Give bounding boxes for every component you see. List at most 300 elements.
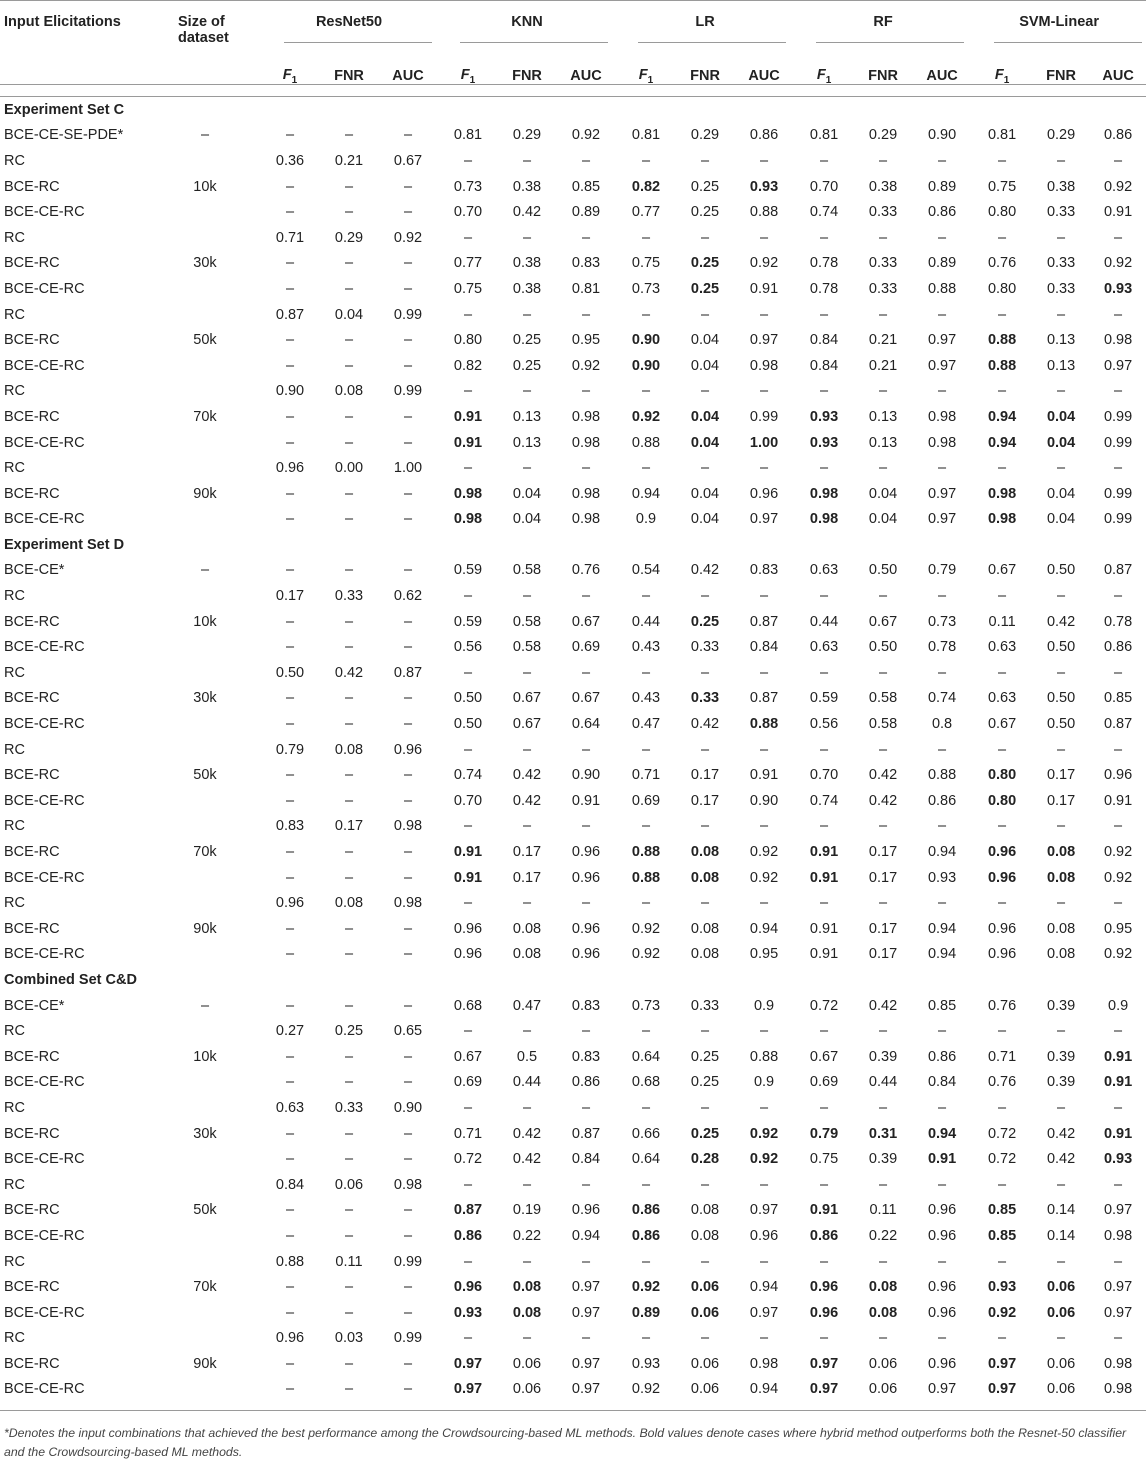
metric-cell: 0.67 <box>512 690 542 707</box>
metric-cell: 0.33 <box>1046 280 1076 297</box>
group-underline <box>638 42 786 43</box>
dataset-size <box>150 455 260 481</box>
dataset-size <box>150 430 260 456</box>
row-label: BCE-CE-RC <box>4 1381 85 1398</box>
metric-cell: 0.17 <box>334 818 364 835</box>
metric-header: FNR <box>690 68 720 84</box>
metric-cell: 0.88 <box>631 869 661 886</box>
metric-cell: 0.67 <box>987 562 1017 579</box>
metric-cell: – <box>285 920 295 937</box>
metric-cell: 0.94 <box>987 434 1017 451</box>
metric-cell: – <box>998 1176 1007 1193</box>
metric-header: $F_1$ <box>460 66 476 86</box>
metric-cell: 0.63 <box>809 562 839 579</box>
table-row <box>0 814 1146 840</box>
metric-cell: – <box>344 408 354 425</box>
metric-cell: – <box>285 1304 295 1321</box>
dataset-size <box>150 1070 260 1096</box>
metric-cell: – <box>581 152 591 169</box>
metric-cell: – <box>820 818 829 835</box>
metric-cell: 0.74 <box>453 767 483 784</box>
metric-cell: 0.08 <box>1046 844 1076 861</box>
metric-cell: 0.87 <box>1103 562 1133 579</box>
metric-cell: – <box>641 741 651 758</box>
dataset-size: – <box>200 562 210 579</box>
metric-cell: 0.96 <box>927 1202 957 1219</box>
metric-cell: – <box>820 383 829 400</box>
metric-cell: – <box>285 844 295 861</box>
metric-cell: – <box>879 1330 888 1347</box>
metric-cell: 0.39 <box>868 1151 898 1168</box>
metric-cell: – <box>344 1151 354 1168</box>
metric-cell: 0.81 <box>571 280 601 297</box>
metric-cell: – <box>1057 460 1066 477</box>
row-label: BCE-CE-RC <box>4 1227 85 1244</box>
metric-cell: 0.17 <box>275 588 305 605</box>
metric-cell: 0.17 <box>1046 792 1076 809</box>
metric-cell: 0.42 <box>1046 613 1076 630</box>
row-label: BCE-CE* <box>4 562 65 579</box>
metric-cell: 0.58 <box>868 690 898 707</box>
metric-cell: 0.67 <box>987 716 1017 733</box>
row-label: BCE-CE-RC <box>4 869 85 886</box>
metric-cell: 0.43 <box>631 690 661 707</box>
metric-cell: 0.67 <box>809 1048 839 1065</box>
metric-cell: 0.63 <box>987 690 1017 707</box>
metric-cell: 0.08 <box>690 1227 720 1244</box>
metric-cell: 0.44 <box>631 613 661 630</box>
metric-cell: 0.96 <box>571 869 601 886</box>
dataset-size: 30k <box>193 1125 217 1142</box>
metric-cell: – <box>879 306 888 323</box>
metric-cell: – <box>285 1227 295 1244</box>
metric-cell: – <box>998 818 1007 835</box>
row-label: RC <box>4 152 25 169</box>
metric-cell: – <box>403 1151 413 1168</box>
metric-cell: 0.06 <box>868 1381 898 1398</box>
metric-cell: – <box>344 280 354 297</box>
row-label: BCE-CE-RC <box>4 946 85 963</box>
metric-cell: – <box>998 741 1007 758</box>
metric-cell: – <box>700 1253 710 1270</box>
metric-cell: – <box>700 741 710 758</box>
metric-cell: – <box>759 306 769 323</box>
table-row <box>0 916 1146 942</box>
metric-cell: 0.99 <box>1103 434 1133 451</box>
row-label: BCE-CE-RC <box>4 1304 85 1321</box>
metric-cell: – <box>998 895 1007 912</box>
dataset-size <box>150 1095 260 1121</box>
metric-cell: 0.17 <box>690 767 720 784</box>
table-row <box>0 379 1146 405</box>
metric-cell: 0.91 <box>1103 1125 1133 1142</box>
metric-cell: 0.74 <box>809 792 839 809</box>
metric-cell: 0.83 <box>749 562 779 579</box>
metric-cell: 0.80 <box>987 204 1017 221</box>
metric-cell: 0.58 <box>512 639 542 656</box>
metric-cell: – <box>403 920 413 937</box>
metric-cell: 0.88 <box>631 434 661 451</box>
metric-cell: 0.92 <box>1103 946 1133 963</box>
metric-cell: 0.21 <box>334 152 364 169</box>
metric-cell: 0.69 <box>453 1074 483 1091</box>
metric-cell: – <box>285 485 295 502</box>
metric-cell: – <box>403 1381 413 1398</box>
metric-header: AUC <box>748 68 780 84</box>
metric-cell: – <box>1057 588 1066 605</box>
metric-cell: 0.78 <box>809 255 839 272</box>
metric-cell: – <box>641 818 651 835</box>
metric-cell: 0.88 <box>987 332 1017 349</box>
metric-cell: 0.96 <box>927 1304 957 1321</box>
row-label: BCE-CE-RC <box>4 434 85 451</box>
metric-cell: 0.11 <box>869 1202 897 1219</box>
metric-cell: 0.97 <box>987 1381 1017 1398</box>
metric-cell: – <box>463 1330 473 1347</box>
metric-cell: 0.67 <box>512 716 542 733</box>
dataset-size: 70k <box>193 844 217 861</box>
metric-cell: – <box>879 1023 888 1040</box>
metric-cell: – <box>1114 895 1123 912</box>
metric-cell: – <box>344 767 354 784</box>
table-row <box>0 865 1146 891</box>
metric-cell: 0.83 <box>571 997 601 1014</box>
dataset-size: 10k <box>193 178 217 195</box>
metric-cell: 0.91 <box>809 946 839 963</box>
dataset-size: – <box>200 127 210 144</box>
metric-cell: – <box>403 869 413 886</box>
table-row <box>0 174 1146 200</box>
row-label: BCE-RC <box>4 767 60 784</box>
metric-cell: 0.89 <box>927 255 957 272</box>
metric-cell: 0.87 <box>749 690 779 707</box>
metric-cell: – <box>285 767 295 784</box>
metric-cell: 0.96 <box>571 946 601 963</box>
metric-cell: – <box>938 1099 947 1116</box>
metric-cell: 0.43 <box>631 639 661 656</box>
metric-cell: – <box>403 357 413 374</box>
metric-cell: 0.08 <box>512 946 542 963</box>
metric-cell: – <box>1114 1330 1123 1347</box>
table-row <box>0 455 1146 481</box>
metric-cell: 0.08 <box>1046 869 1076 886</box>
metric-cell: 0.93 <box>809 434 839 451</box>
metric-cell: 0.17 <box>868 920 898 937</box>
table-row <box>0 686 1146 712</box>
dataset-size <box>150 276 260 302</box>
row-label: RC <box>4 383 25 400</box>
metric-cell: 0.08 <box>690 869 720 886</box>
dataset-size <box>150 199 260 225</box>
metric-cell: 0.88 <box>749 716 779 733</box>
table-row <box>0 251 1146 277</box>
metric-cell: 0.04 <box>1046 511 1076 528</box>
metric-cell: – <box>285 639 295 656</box>
metric-cell: 0.98 <box>1103 332 1133 349</box>
metric-cell: 0.92 <box>631 920 661 937</box>
dataset-size: 10k <box>193 613 217 630</box>
metric-cell: 0.25 <box>690 204 720 221</box>
metric-cell: 0.39 <box>1046 1074 1076 1091</box>
metric-cell: 0.95 <box>571 332 601 349</box>
metric-cell: – <box>344 1048 354 1065</box>
metric-cell: 0.08 <box>690 946 720 963</box>
metric-cell: 0.08 <box>690 920 720 937</box>
metric-cell: – <box>879 741 888 758</box>
metric-cell: 0.44 <box>512 1074 542 1091</box>
metric-cell: – <box>463 1023 473 1040</box>
metric-cell: – <box>759 460 769 477</box>
metric-cell: – <box>463 1176 473 1193</box>
metric-cell: 0.98 <box>749 357 779 374</box>
metric-cell: 0.67 <box>571 613 601 630</box>
metric-cell: – <box>344 869 354 886</box>
metric-cell: – <box>820 741 829 758</box>
dataset-size: 50k <box>193 767 217 784</box>
row-label: BCE-CE-RC <box>4 280 85 297</box>
metric-cell: 0.71 <box>631 767 661 784</box>
metric-cell: 0.29 <box>1046 127 1076 144</box>
metric-cell: 0.94 <box>749 920 779 937</box>
metric-cell: – <box>820 1253 829 1270</box>
metric-cell: 1.00 <box>393 460 423 477</box>
metric-cell: – <box>938 588 947 605</box>
metric-cell: – <box>1057 1330 1066 1347</box>
metric-cell: – <box>820 152 829 169</box>
metric-cell: 0.98 <box>571 485 601 502</box>
metric-cell: 0.70 <box>453 204 483 221</box>
metric-cell: 0.97 <box>927 485 957 502</box>
metric-cell: 0.91 <box>453 434 483 451</box>
svm-linear-header: SVM-Linear <box>1019 14 1099 30</box>
metric-cell: – <box>285 280 295 297</box>
metric-cell: – <box>522 664 532 681</box>
metric-cell: – <box>581 1023 591 1040</box>
metric-cell: – <box>879 1099 888 1116</box>
metric-cell: 0.88 <box>749 1048 779 1065</box>
metric-cell: 0.39 <box>1046 997 1076 1014</box>
metric-cell: 0.42 <box>334 664 364 681</box>
metric-cell: 0.04 <box>1046 434 1076 451</box>
metric-cell: – <box>344 716 354 733</box>
metric-cell: 0.04 <box>690 332 720 349</box>
metric-cell: – <box>344 690 354 707</box>
dataset-size <box>150 737 260 763</box>
metric-cell: 0.86 <box>809 1227 839 1244</box>
dataset-size: 50k <box>193 1202 217 1219</box>
metric-cell: – <box>344 1279 354 1296</box>
metric-cell: – <box>820 664 829 681</box>
metric-cell: 0.06 <box>512 1381 542 1398</box>
metric-cell: 0.81 <box>453 127 483 144</box>
metric-cell: – <box>759 1253 769 1270</box>
metric-cell: – <box>403 1048 413 1065</box>
metric-cell: – <box>759 1330 769 1347</box>
dataset-size <box>150 1249 260 1275</box>
metric-cell: 0.83 <box>571 1048 601 1065</box>
metric-cell: – <box>344 485 354 502</box>
dataset-size <box>150 302 260 328</box>
metric-cell: 0.25 <box>512 357 542 374</box>
metric-cell: 0.73 <box>927 613 957 630</box>
metric-cell: 0.86 <box>927 204 957 221</box>
dataset-size <box>150 634 260 660</box>
metric-cell: – <box>1057 895 1066 912</box>
dataset-size <box>150 711 260 737</box>
metric-cell: 0.91 <box>571 792 601 809</box>
metric-cell: – <box>700 460 710 477</box>
metric-cell: 0.93 <box>749 178 779 195</box>
table-row <box>0 1326 1146 1352</box>
metric-cell: 0.21 <box>868 357 898 374</box>
metric-cell: – <box>285 127 295 144</box>
metric-cell: – <box>938 460 947 477</box>
metric-cell: 0.85 <box>987 1202 1017 1219</box>
metric-cell: – <box>344 920 354 937</box>
metric-cell: – <box>285 716 295 733</box>
metric-cell: 0.96 <box>453 946 483 963</box>
metric-cell: 0.58 <box>512 562 542 579</box>
metric-cell: 0.42 <box>868 767 898 784</box>
metric-cell: – <box>700 1176 710 1193</box>
metric-cell: 0.98 <box>1103 1355 1133 1372</box>
section-title: Experiment Set C <box>4 101 125 118</box>
metric-cell: 0.98 <box>571 511 601 528</box>
metric-cell: – <box>879 588 888 605</box>
metric-cell: 0.96 <box>987 920 1017 937</box>
metric-cell: – <box>344 357 354 374</box>
group-underline <box>816 42 964 43</box>
row-label: BCE-CE-RC <box>4 357 85 374</box>
metric-cell: 0.84 <box>809 357 839 374</box>
metric-cell: – <box>820 588 829 605</box>
metric-header: $F_1$ <box>282 66 298 86</box>
table-row <box>0 199 1146 225</box>
dataset-size: 30k <box>193 690 217 707</box>
metric-cell: – <box>285 1381 295 1398</box>
metric-cell: 0.98 <box>393 895 423 912</box>
metric-cell: 0.91 <box>749 767 779 784</box>
metric-cell: – <box>285 1048 295 1065</box>
metric-cell: 0.44 <box>868 1074 898 1091</box>
metric-cell: – <box>700 229 710 246</box>
metric-cell: 0.67 <box>868 613 898 630</box>
metric-cell: – <box>463 460 473 477</box>
table-row <box>0 1172 1146 1198</box>
metric-cell: 0.42 <box>512 792 542 809</box>
metric-cell: 0.84 <box>571 1151 601 1168</box>
metric-cell: 0.22 <box>512 1227 542 1244</box>
metric-cell: 0.96 <box>987 869 1017 886</box>
metric-cell: 0.25 <box>690 178 720 195</box>
metric-cell: 0.92 <box>631 1381 661 1398</box>
metric-cell: – <box>1114 741 1123 758</box>
row-label: BCE-RC <box>4 178 60 195</box>
metric-cell: 0.96 <box>927 1227 957 1244</box>
metric-cell: – <box>285 562 295 579</box>
metric-cell: 0.91 <box>1103 1048 1133 1065</box>
metric-cell: – <box>938 664 947 681</box>
metric-cell: 0.97 <box>927 332 957 349</box>
dataset-size: 90k <box>193 920 217 937</box>
metric-cell: 0.76 <box>571 562 601 579</box>
metric-cell: – <box>700 1330 710 1347</box>
metric-cell: – <box>641 664 651 681</box>
metric-cell: 0.59 <box>809 690 839 707</box>
metric-cell: 0.92 <box>749 869 779 886</box>
metric-cell: – <box>285 204 295 221</box>
metric-cell: 0.28 <box>690 1151 720 1168</box>
metric-cell: 0.25 <box>690 255 720 272</box>
metric-cell: 0.87 <box>275 306 305 323</box>
metric-cell: 0.80 <box>987 767 1017 784</box>
metric-cell: 0.98 <box>809 511 839 528</box>
metric-cell: – <box>1057 1099 1066 1116</box>
metric-cell: – <box>285 332 295 349</box>
metric-cell: 0.74 <box>809 204 839 221</box>
metric-cell: – <box>403 946 413 963</box>
metric-cell: 0.00 <box>334 460 364 477</box>
metric-cell: – <box>1114 588 1123 605</box>
metric-cell: 0.06 <box>1046 1381 1076 1398</box>
metric-cell: 0.85 <box>1103 690 1133 707</box>
metric-cell: 0.63 <box>275 1099 305 1116</box>
metric-cell: 0.94 <box>927 920 957 937</box>
metric-cell: 0.04 <box>690 357 720 374</box>
metric-cell: 0.76 <box>987 1074 1017 1091</box>
metric-cell: – <box>285 434 295 451</box>
metric-cell: 0.69 <box>631 792 661 809</box>
metric-cell: 0.87 <box>393 664 423 681</box>
metric-cell: 0.06 <box>690 1355 720 1372</box>
metric-cell: – <box>820 1330 829 1347</box>
metric-cell: 0.94 <box>987 408 1017 425</box>
metric-cell: – <box>998 1330 1007 1347</box>
metric-cell: 0.91 <box>809 920 839 937</box>
metric-cell: 0.9 <box>753 1074 775 1091</box>
metric-cell: 0.91 <box>809 869 839 886</box>
metric-cell: – <box>1114 1176 1123 1193</box>
metric-cell: – <box>1114 1253 1123 1270</box>
metric-cell: 0.33 <box>868 255 898 272</box>
metric-cell: – <box>403 639 413 656</box>
dataset-size <box>150 1172 260 1198</box>
dataset-size <box>150 379 260 405</box>
metric-cell: 0.88 <box>749 204 779 221</box>
dataset-size <box>150 942 260 968</box>
metric-cell: 0.77 <box>631 204 661 221</box>
metric-cell: 0.99 <box>393 306 423 323</box>
metric-cell: – <box>879 383 888 400</box>
metric-cell: – <box>285 792 295 809</box>
rf-header: RF <box>873 14 893 30</box>
metric-cell: 0.64 <box>571 716 601 733</box>
metric-cell: 0.11 <box>988 613 1016 630</box>
dataset-size: 90k <box>193 1355 217 1372</box>
metric-cell: – <box>998 1253 1007 1270</box>
dataset-size <box>150 1146 260 1172</box>
metric-cell: 0.25 <box>690 613 720 630</box>
metric-cell: 0.98 <box>1103 1227 1133 1244</box>
metric-cell: – <box>403 613 413 630</box>
metric-cell: 0.96 <box>809 1304 839 1321</box>
metric-cell: 0.06 <box>1046 1304 1076 1321</box>
metric-cell: – <box>759 895 769 912</box>
metric-cell: 0.92 <box>749 844 779 861</box>
metric-cell: – <box>285 255 295 272</box>
metric-cell: 0.66 <box>631 1125 661 1142</box>
metric-cell: – <box>581 1176 591 1193</box>
